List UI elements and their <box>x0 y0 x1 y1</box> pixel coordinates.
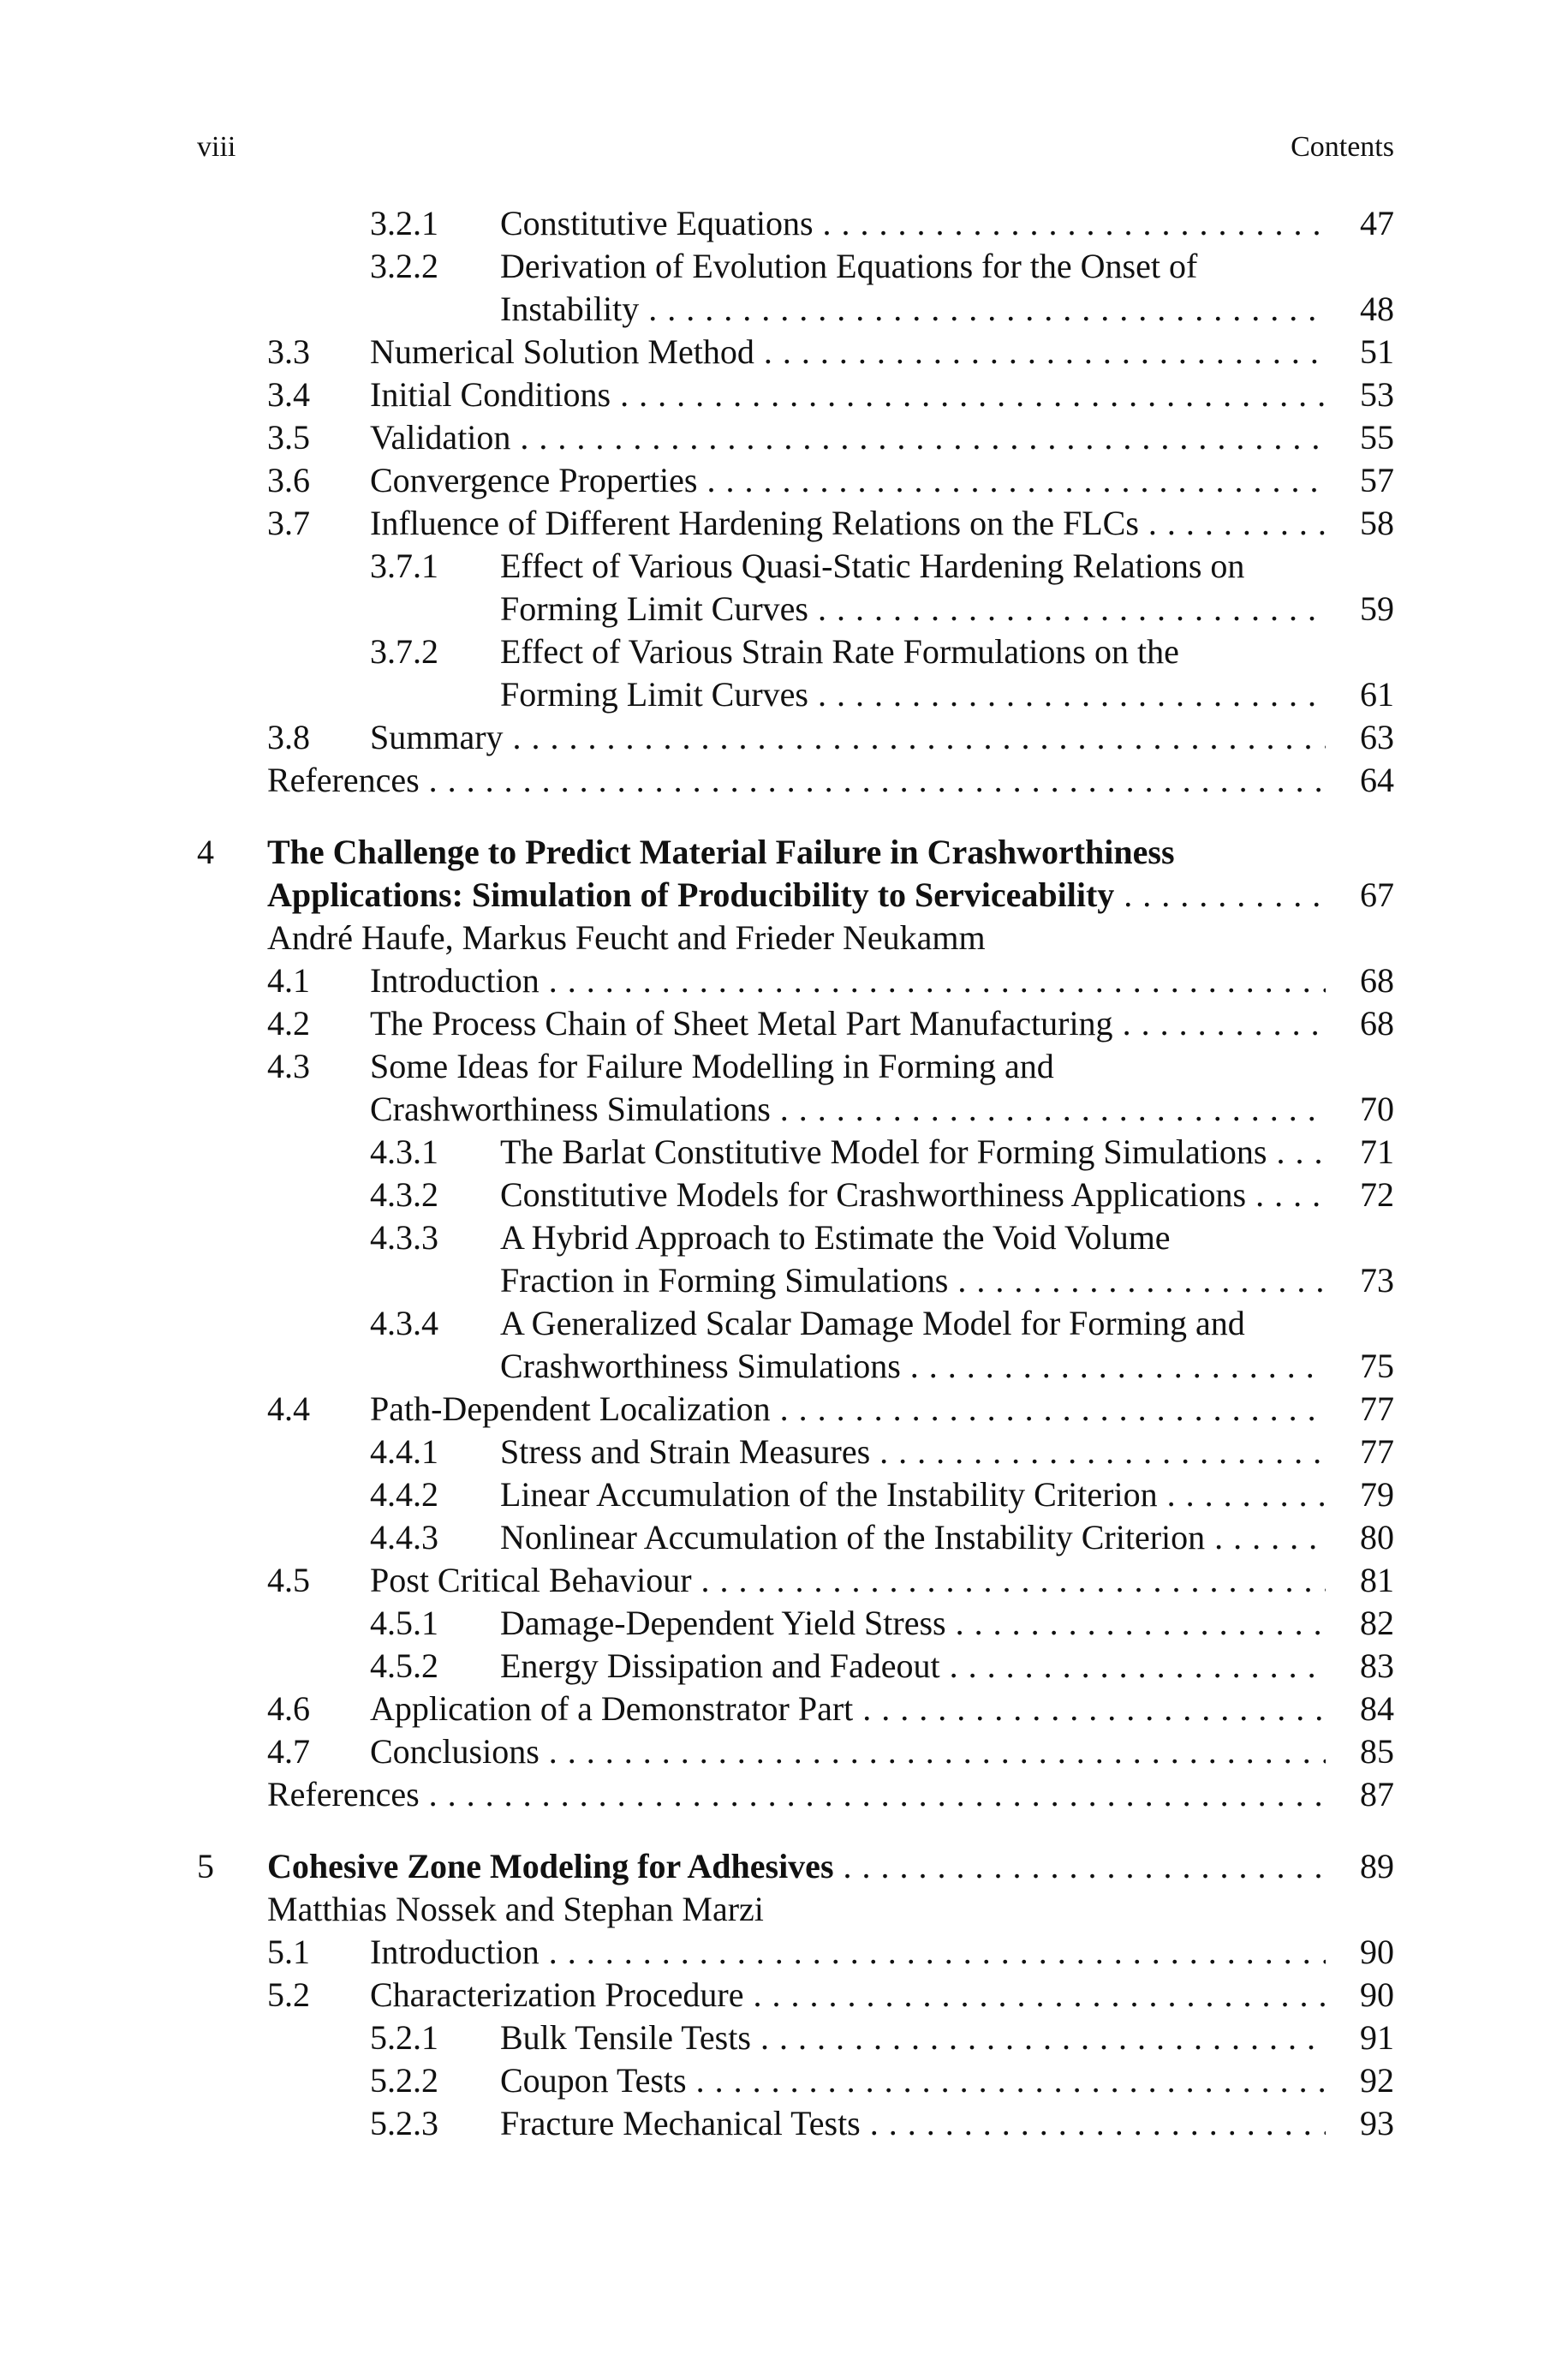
toc-entry-number: 3.5 <box>267 418 310 457</box>
running-title: Contents <box>1291 131 1394 163</box>
toc-entry-page: 75 <box>1360 1347 1394 1385</box>
toc-entry-page: 87 <box>1360 1775 1394 1813</box>
toc-entry[interactable] <box>197 2102 1394 2145</box>
toc-entry-number: 3.7 <box>267 504 310 542</box>
toc-entry-title: Crashworthiness Simulations . . . <box>500 1345 1326 1388</box>
toc-entry[interactable] <box>197 1002 1394 1045</box>
toc-entry-page: 68 <box>1360 1004 1394 1043</box>
toc-entry-page: 51 <box>1360 332 1394 371</box>
toc-entry-title: A Hybrid Approach to Estimate the Void Volume <box>500 1218 1171 1257</box>
toc-chapter-entry[interactable] <box>197 831 1394 874</box>
toc-entry[interactable] <box>197 630 1394 673</box>
toc-entry[interactable] <box>197 1131 1394 1174</box>
toc-entry-number: 4.3.2 <box>370 1175 438 1214</box>
toc-entry-title: Characterization Procedure . . . <box>370 1974 1326 2017</box>
toc-entry-number: 4.3 <box>267 1047 310 1085</box>
chapter-authors <box>197 1888 1394 1931</box>
toc-entry-number: 3.8 <box>267 718 310 756</box>
section-gap <box>197 1816 1394 1845</box>
toc-entry-title: Initial Conditions . . . <box>370 373 1326 416</box>
toc-entry-page: 71 <box>1360 1132 1394 1171</box>
toc-entry-page: 73 <box>1360 1261 1394 1300</box>
toc-entry[interactable] <box>197 1688 1394 1730</box>
toc-chapter-entry[interactable] <box>197 1845 1394 1888</box>
toc-entry-title: Introduction . . . <box>370 1931 1326 1974</box>
toc-entry[interactable] <box>197 1345 1394 1388</box>
toc-entry[interactable] <box>197 959 1394 1002</box>
toc-entry-page: 72 <box>1360 1175 1394 1214</box>
toc-entry-page: 90 <box>1360 1933 1394 1971</box>
toc-entry-page: 89 <box>1360 1847 1394 1885</box>
toc-entry-number: 3.7.1 <box>370 547 438 585</box>
toc-entry[interactable] <box>197 331 1394 373</box>
toc-entry-number: 5.2.3 <box>370 2104 438 2142</box>
section-gap <box>197 802 1394 831</box>
toc-entry[interactable] <box>197 288 1394 331</box>
toc-entry-title: Applications: Simulation of Producibility to Serviceability . . . <box>267 874 1326 917</box>
toc-entry-title: Linear Accumulation of the Instability Criterion . . . <box>500 1473 1326 1516</box>
toc-entry[interactable] <box>197 1302 1394 1345</box>
toc-entry[interactable] <box>197 759 1394 802</box>
toc-entry-number: 3.4 <box>267 375 310 414</box>
toc-entry-page: 63 <box>1360 718 1394 756</box>
toc-entry-page: 81 <box>1360 1561 1394 1599</box>
toc-entry-number: 4.4.1 <box>370 1432 438 1471</box>
toc-entry[interactable] <box>197 1516 1394 1559</box>
toc-entry-number: 5.2.2 <box>370 2061 438 2100</box>
toc-entry-title: References . . . <box>267 759 1326 802</box>
chapter-authors <box>197 917 1394 959</box>
toc-entry-title: Derivation of Evolution Equations for the Onset of <box>500 247 1198 285</box>
toc-entry-page: 77 <box>1360 1389 1394 1428</box>
toc-entry-title: Bulk Tensile Tests . . . <box>500 2017 1326 2059</box>
toc-entry[interactable] <box>197 1773 1394 1816</box>
toc-entry-number: 4.7 <box>267 1732 310 1771</box>
toc-entry-title: Coupon Tests . . . <box>500 2059 1326 2102</box>
toc-entry[interactable] <box>197 1974 1394 2017</box>
toc-entry-title: Summary . . . <box>370 716 1326 759</box>
toc-entry-number: 3.7.2 <box>370 632 438 671</box>
toc-entry[interactable] <box>197 1559 1394 1602</box>
toc-entry-page: 80 <box>1360 1518 1394 1556</box>
toc-entry-title: Effect of Various Quasi-Static Hardening Relations on <box>500 547 1245 585</box>
toc-entry-page: 79 <box>1360 1475 1394 1514</box>
toc-entry-number: 4.5.1 <box>370 1604 438 1642</box>
toc-entry-title: Energy Dissipation and Fadeout . . . <box>500 1645 1326 1688</box>
toc-entry[interactable] <box>197 416 1394 459</box>
toc-entry-title: Effect of Various Strain Rate Formulations on the <box>500 632 1179 671</box>
toc-entry-title: Constitutive Models for Crashworthiness Applications . . . <box>500 1174 1326 1216</box>
toc-entry-page: 70 <box>1360 1090 1394 1128</box>
toc-entry[interactable] <box>197 588 1394 630</box>
toc-entry[interactable] <box>197 459 1394 502</box>
page-header <box>197 127 1394 168</box>
toc-entry-page: 82 <box>1360 1604 1394 1642</box>
toc-entry-page: 48 <box>1360 290 1394 328</box>
toc-entry-page: 57 <box>1360 461 1394 499</box>
toc-entry-page: 77 <box>1360 1432 1394 1471</box>
toc-entry-number: 4.3.4 <box>370 1304 438 1342</box>
toc-entry-number: 4.3.1 <box>370 1132 438 1171</box>
toc-entry-title: Introduction . . . <box>370 959 1326 1002</box>
toc-entry[interactable] <box>197 202 1394 245</box>
toc-entry-number: 5.1 <box>267 1933 310 1971</box>
toc-entry-title: Some Ideas for Failure Modelling in Forming and <box>370 1047 1054 1085</box>
toc-entry-page: 68 <box>1360 961 1394 1000</box>
toc-entry-title: Fraction in Forming Simulations . . . <box>500 1259 1326 1302</box>
toc-entry[interactable] <box>197 1088 1394 1131</box>
toc-entry-page: 90 <box>1360 1975 1394 2014</box>
toc-entry-number: 5 <box>197 1847 214 1885</box>
authors-text: Matthias Nossek and Stephan Marzi <box>267 1890 764 1928</box>
toc-entry-title: Fracture Mechanical Tests . . . <box>500 2102 1326 2145</box>
toc-entry[interactable] <box>197 1473 1394 1516</box>
toc-entry-title: Path-Dependent Localization . . . <box>370 1388 1326 1431</box>
toc-entry-title: Numerical Solution Method . . . <box>370 331 1326 373</box>
toc-entry-number: 4.5 <box>267 1561 310 1599</box>
toc-entry-page: 47 <box>1360 204 1394 242</box>
toc-entry-number: 3.3 <box>267 332 310 371</box>
toc-entry-number: 4.4 <box>267 1389 310 1428</box>
toc-entry-title: Stress and Strain Measures . . . <box>500 1431 1326 1473</box>
toc-entry-page: 92 <box>1360 2061 1394 2100</box>
toc-entry-number: 4.4.2 <box>370 1475 438 1514</box>
toc-entry-number: 4.2 <box>267 1004 310 1043</box>
toc-entry-page: 59 <box>1360 589 1394 628</box>
toc-entry[interactable] <box>197 1174 1394 1216</box>
page-number: viii <box>197 131 236 163</box>
authors-text: André Haufe, Markus Feucht and Frieder Neukamm <box>267 918 986 957</box>
toc-chapter-entry[interactable] <box>197 874 1394 917</box>
toc-entry-title: The Challenge to Predict Material Failure in Crashworthiness <box>267 833 1175 871</box>
toc-entry-number: 4.6 <box>267 1689 310 1728</box>
toc-entry-title: Application of a Demonstrator Part . . . <box>370 1688 1326 1730</box>
toc-entry-title: References . . . <box>267 1773 1326 1816</box>
toc-entry-page: 61 <box>1360 675 1394 714</box>
toc-entry-title: The Process Chain of Sheet Metal Part Manufacturing . . . <box>370 1002 1326 1045</box>
toc-entry-page: 64 <box>1360 761 1394 799</box>
toc-entry-title: Damage-Dependent Yield Stress . . . <box>500 1602 1326 1645</box>
toc-entry-page: 83 <box>1360 1646 1394 1685</box>
toc-entry-number: 5.2.1 <box>370 2018 438 2057</box>
toc-entry-title: Forming Limit Curves . . . <box>500 588 1326 630</box>
toc-entry-number: 3.2.2 <box>370 247 438 285</box>
toc-entry[interactable] <box>197 1216 1394 1259</box>
toc-entry-page: 55 <box>1360 418 1394 457</box>
toc-entry-title: Crashworthiness Simulations . . . <box>370 1088 1326 1131</box>
toc-entry[interactable] <box>197 1730 1394 1773</box>
toc-entry[interactable] <box>197 1431 1394 1473</box>
toc-entry-number: 5.2 <box>267 1975 310 2014</box>
toc-entry-number: 4.5.2 <box>370 1646 438 1685</box>
toc-entry[interactable] <box>197 1388 1394 1431</box>
toc-entry[interactable] <box>197 1045 1394 1088</box>
toc-entry-number: 3.2.1 <box>370 204 438 242</box>
toc-entry-title: The Barlat Constitutive Model for Forming Simulations . . . <box>500 1131 1326 1174</box>
toc-entry[interactable] <box>197 373 1394 416</box>
toc-entry-page: 53 <box>1360 375 1394 414</box>
toc-entry[interactable] <box>197 716 1394 759</box>
toc-entry-page: 93 <box>1360 2104 1394 2142</box>
toc-entry-page: 58 <box>1360 504 1394 542</box>
toc-entry-page: 67 <box>1360 875 1394 914</box>
toc-entry-title: Forming Limit Curves . . . <box>500 673 1326 716</box>
toc-entry[interactable] <box>197 545 1394 588</box>
toc-entry[interactable] <box>197 245 1394 288</box>
toc-entry-title: Influence of Different Hardening Relations on the FLCs . . . <box>370 502 1326 545</box>
toc-entry-title: Instability . . . <box>500 288 1326 331</box>
toc-entry-title: Cohesive Zone Modeling for Adhesives . . . <box>267 1845 1326 1888</box>
toc-entry-number: 4 <box>197 833 214 871</box>
toc-entry-title: Convergence Properties . . . <box>370 459 1326 502</box>
toc-entry-title: A Generalized Scalar Damage Model for Forming and <box>500 1304 1245 1342</box>
toc-entry[interactable] <box>197 502 1394 545</box>
toc-entry-page: 91 <box>1360 2018 1394 2057</box>
toc-entry-title: Validation . . . <box>370 416 1326 459</box>
toc-entry[interactable] <box>197 1602 1394 1645</box>
toc-entry[interactable] <box>197 673 1394 716</box>
table-of-contents <box>197 202 1394 2145</box>
toc-entry[interactable] <box>197 1259 1394 1302</box>
toc-entry-page: 84 <box>1360 1689 1394 1728</box>
toc-entry-title: Post Critical Behaviour . . . <box>370 1559 1326 1602</box>
toc-entry-title: Nonlinear Accumulation of the Instability Criterion . . . <box>500 1516 1326 1559</box>
toc-entry[interactable] <box>197 1931 1394 1974</box>
toc-entry[interactable] <box>197 2059 1394 2102</box>
toc-entry-number: 4.1 <box>267 961 310 1000</box>
toc-entry[interactable] <box>197 2017 1394 2059</box>
toc-entry[interactable] <box>197 1645 1394 1688</box>
toc-entry-number: 4.4.3 <box>370 1518 438 1556</box>
toc-entry-number: 4.3.3 <box>370 1218 438 1257</box>
toc-entry-title: Constitutive Equations . . . <box>500 202 1326 245</box>
toc-entry-page: 85 <box>1360 1732 1394 1771</box>
toc-entry-title: Conclusions . . . <box>370 1730 1326 1773</box>
toc-entry-number: 3.6 <box>267 461 310 499</box>
